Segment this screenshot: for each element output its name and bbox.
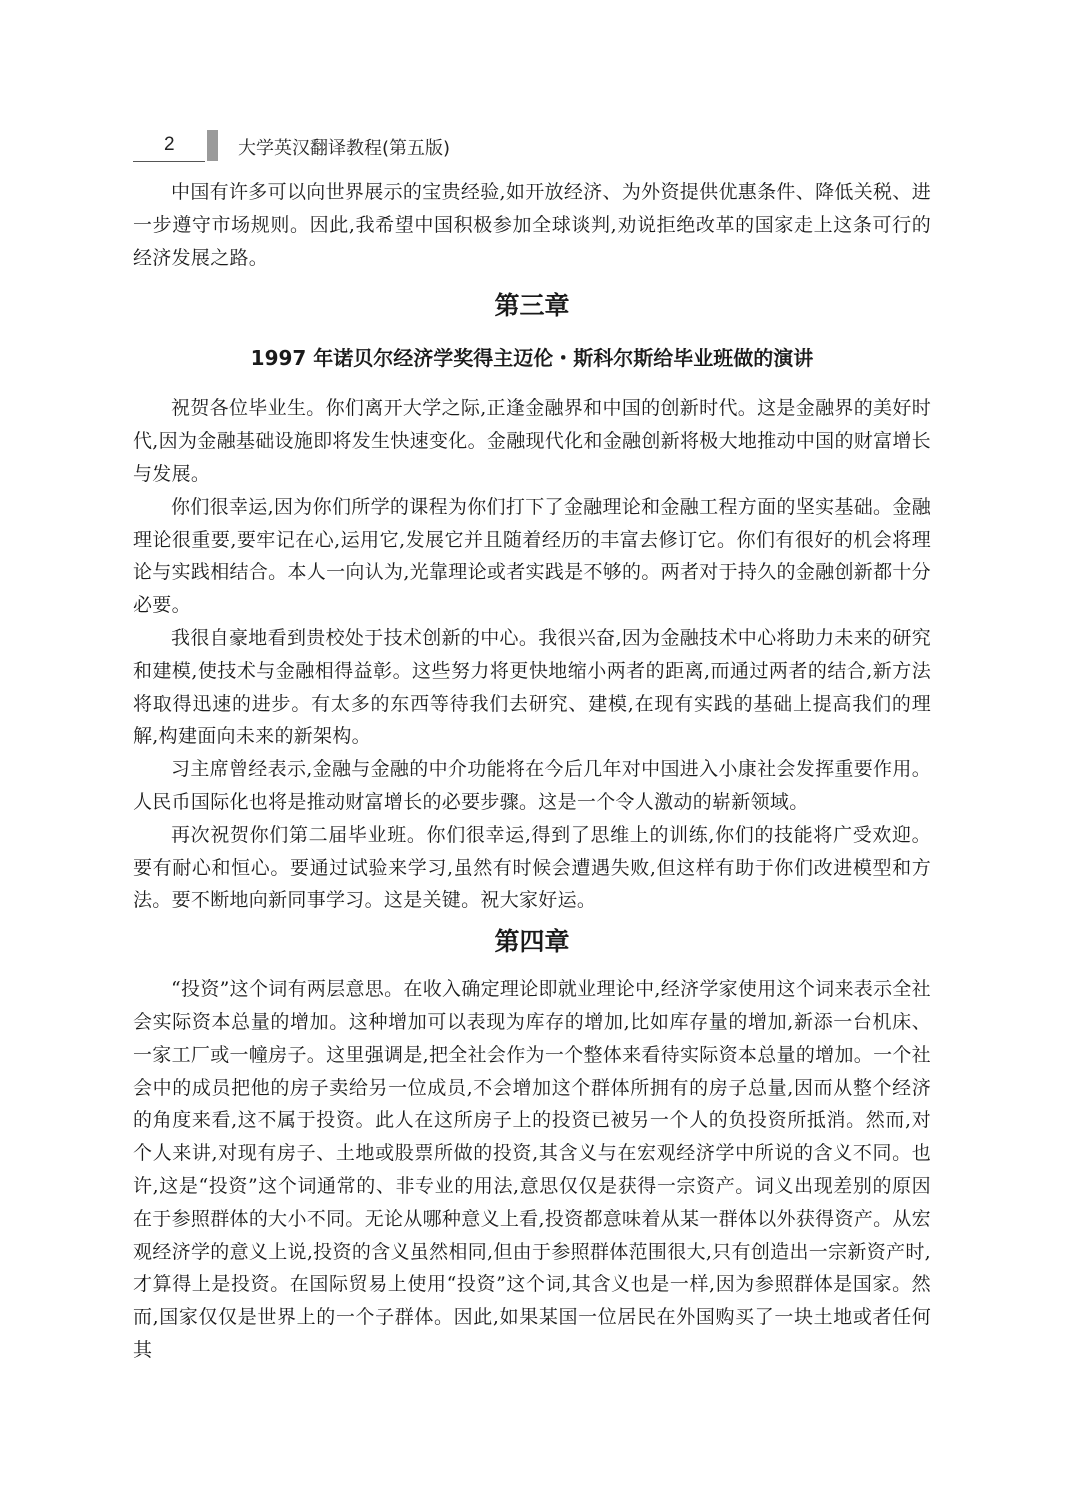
chapter-four-paragraph: “投资”这个词有两层意思。在收入确定理论即就业理论中,经济学家使用这个词来表示全社会实际资本总量的增加。这种增加可以表现为库存的增加,比如库存量的增加,新添一台机床、一家工厂或一幢房子。这里强调是,把全社会作为一个整体来看待实际资本总量的增加。一个社会中的成员把他的房子卖给另一位成员,不会增加这个群体所拥有的房子总量,因而从整个经济的角度来看,这不属于投资。此人在这所房子上的投资已被另一个人的负投资所抵消。然而,对个人来讲,对现有房子、土地或股票所做的投资,其含义与在宏观经济学中所说的含义不同。也许,这是“投资”这个词通常的、非专业的用法,意思仅仅是获得一宗资产。词义出现差别的原因在于参照群体的大小不同。无论从哪种意义上看,投资都意味着从某一群体以外获得资产。从宏观经济学的意义上说,投资的含义虽然相同,但由于参照群体范围很大,只有创造出一宗新资产时,才算得上是投资。在国际贸易上使用“投资”这个词,其含义也是一样,因为参照群体是国家。然而,国家仅仅是世界上的一个子群体。因此,如果某国一位居民在外国购买了一块土地或者任何其 — [133, 978, 931, 1361]
header-bar-ornament — [207, 130, 218, 161]
chapter-three-paragraph: 你们很幸运,因为你们所学的课程为你们打下了金融理论和金融工程方面的坚实基础。金融理论很重要,要牢记在心,运用它,发展它并且随着经历的丰富去修订它。你们有很好的机会将理论与实践相结合。本人一向认为,光靠理论或者实践是不够的。两者对于持久的金融创新都十分必要。 — [133, 495, 931, 617]
chapter-three-title: 第三章 — [494, 291, 570, 321]
chapter-three-paragraph: 祝贺各位毕业生。你们离开大学之际,正逢金融界和中国的创新时代。这是金融界的美好时代,因为金融基础设施即将发生快速变化。金融现代化和金融创新将极大地推动中国的财富增长与发展。 — [133, 397, 931, 485]
chapter-four-title: 第四章 — [494, 927, 570, 957]
chapter-three-subtitle: 1997 年诺贝尔经济学奖得主迈伦・斯科尔斯给毕业班做的演讲 — [250, 346, 814, 371]
chapter-three-paragraph: 再次祝贺你们第二届毕业班。你们很幸运,得到了思维上的训练,你们的技能将广受欢迎。要有耐心和恒心。要通过试验来学习,虽然有时候会遭遇失败,但这样有助于你们改进模型和方法。要不断地向新同事学习。这是关键。祝大家好运。 — [133, 823, 931, 912]
book-title: 大学英汉翻译教程(第五版) — [238, 138, 451, 159]
running-header — [133, 128, 933, 162]
chapter-three-paragraph: 习主席曾经表示,金融与金融的中介功能将在今后几年对中国进入小康社会发挥重要作用。人民币国际化也将是推动财富增长的必要步骤。这是一个令人激动的崭新领域。 — [133, 758, 931, 813]
page-number: 2 — [164, 134, 175, 155]
intro-paragraph: 中国有许多可以向世界展示的宝贵经验,如开放经济、为外资提供优惠条件、降低关税、进一步遵守市场规则。因此,我希望中国积极参加全球谈判,劝说拒绝改革的国家走上这条可行的经济发展之路。 — [133, 181, 931, 269]
chapter-three-paragraph: 我很自豪地看到贵校处于技术创新的中心。我很兴奋,因为金融技术中心将助力未来的研究和建模,使技术与金融相得益彰。这些努力将更快地缩小两者的距离,而通过两者的结合,新方法将取得迅速的进步。有太多的东西等待我们去研究、建模,在现有实践的基础上提高我们的理解,构建面向未来的新架构。 — [133, 626, 931, 748]
header-rule — [133, 161, 205, 162]
page-body — [133, 176, 931, 1367]
